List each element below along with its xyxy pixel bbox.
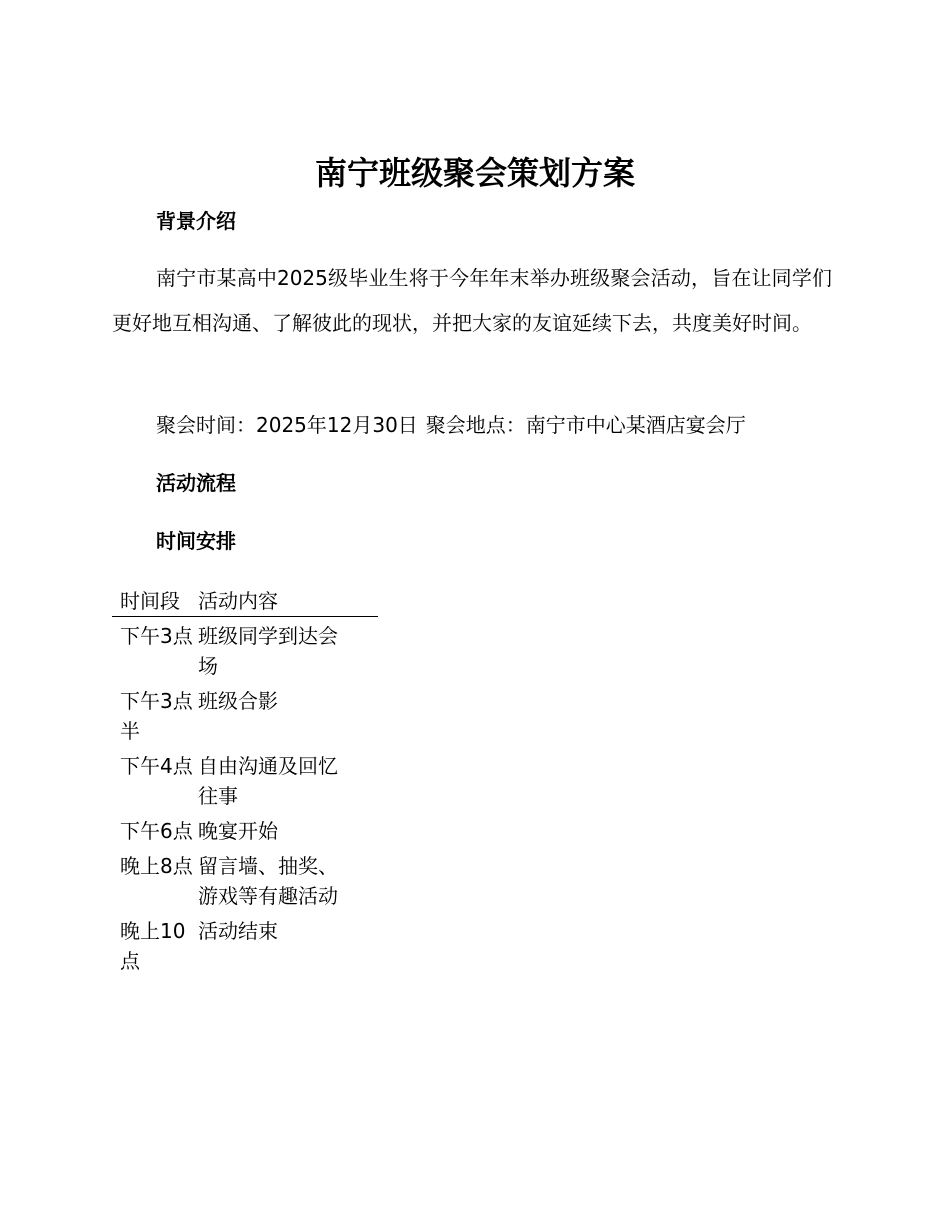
table-row: [112, 686, 378, 751]
activity-cell: 自由沟通及回忆往事: [198, 754, 338, 808]
time-cell: 下午6点: [120, 819, 193, 843]
time-cell: 晚上10点: [120, 919, 186, 973]
background-paragraph: 南宁市某高中2025级毕业生将于今年年末举办班级聚会活动，旨在让同学们更好地互相沟通、了解彼此的现状，并把大家的友谊延续下去，共度美好时间。: [112, 266, 832, 335]
time-cell: 下午3点: [120, 624, 193, 648]
table-row: [112, 751, 378, 816]
schedule-table: [112, 586, 378, 981]
party-time: 聚会时间：2025年12月30日: [156, 413, 418, 437]
time-cell: 下午3点半: [120, 689, 193, 743]
table-row: [112, 617, 378, 687]
time-cell: 下午4点: [120, 754, 193, 778]
activity-cell: 活动结束: [198, 919, 278, 943]
party-place: 聚会地点：南宁市中心某酒店宴会厅: [425, 413, 746, 437]
table-row: [112, 816, 378, 851]
activity-cell: 班级合影: [198, 689, 278, 713]
party-info-line: [156, 410, 746, 440]
table-row: [112, 851, 378, 916]
process-heading: 活动流程: [156, 471, 236, 495]
header-time-slot: 时间段: [112, 586, 196, 617]
activity-cell: 晚宴开始: [198, 819, 278, 843]
activity-cell: 班级同学到达会场: [198, 624, 338, 678]
schedule-heading: 时间安排: [156, 529, 236, 553]
time-cell: 晚上8点: [120, 854, 193, 878]
background-heading: 背景介绍: [156, 209, 236, 233]
document-title: 南宁班级聚会策划方案: [314, 154, 635, 192]
table-row: [112, 916, 378, 981]
activity-cell: 留言墙、抽奖、游戏等有趣活动: [198, 854, 338, 908]
schedule-header-row: [112, 586, 378, 617]
header-activity: 活动内容: [196, 586, 378, 617]
